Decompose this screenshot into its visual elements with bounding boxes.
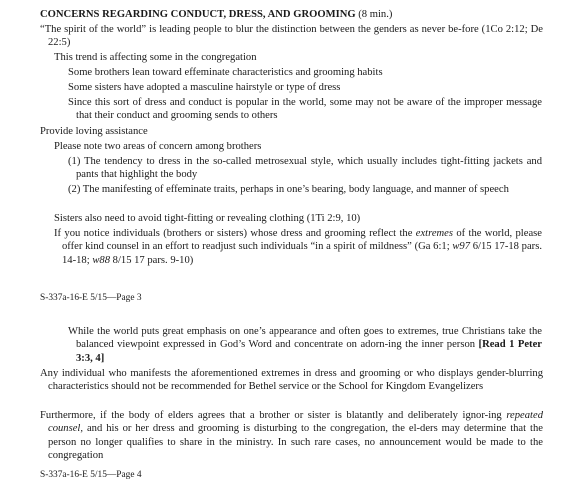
- trend-line: This trend is affecting some in the congregation: [54, 52, 257, 63]
- sisters-line: Some sisters have adopted a masculine hairstyle or type of dress: [68, 82, 341, 93]
- further-text-a: Furthermore, if the body of elders agrees that a brother or sister is blatantly and deliberately ignor-ing: [40, 410, 502, 421]
- page-footer-4: S-337a-16-E 5/15—Page 4: [40, 470, 142, 480]
- heading-duration: (8 min.): [358, 9, 393, 20]
- page-footer-3: S-337a-16-E 5/15—Page 3: [40, 293, 142, 303]
- concern-item-1: (1) The tendency to dress in the so-called metrosexual style, which usually includes tight-fitting jackets and pants that highlight the body: [68, 156, 542, 181]
- further-text-c: and his or her dress and grooming is disturbing to the congregation, the el-ders may determine that the person no longer qualifies to share in the ministry. In such rare cases, no announcement would be made to the congregation: [48, 423, 543, 462]
- any-individual-paragraph: Any individual who manifests the aforementioned extremes in dress and grooming or who displays gender-blurring characteristics should not be recommended for Bethel service or the School for Kingdom Evangelizers: [40, 368, 543, 393]
- two-areas-line: Please note two areas of concern among brothers: [54, 141, 262, 152]
- notice-text-e: 6/15 17-18 pars. 14-18;: [62, 241, 542, 266]
- further-emphasis: repeated counsel,: [48, 410, 543, 435]
- concern-item-2: (2) The manifesting of effeminate traits, perhaps in one’s bearing, body language, and manner of speech: [68, 184, 509, 195]
- read-reference: [Read 1 Peter 3:3, 4]: [76, 339, 542, 364]
- quote-paragraph: “The spirit of the world” is leading people to blur the distinction between the genders as never be-fore (1Co 2:12; De 22:5): [40, 24, 543, 49]
- popular-paragraph: Since this sort of dress and conduct is popular in the world, some may not be aware of the improper message that their conduct and grooming sends to others: [68, 97, 542, 122]
- furthermore-paragraph: [40, 409, 543, 463]
- brothers-line: Some brothers lean toward effeminate characteristics and grooming habits: [68, 67, 383, 78]
- provide-line: Provide loving assistance: [40, 126, 148, 137]
- notice-paragraph: [54, 227, 542, 267]
- heading-title: CONCERNS REGARDING CONDUCT, DRESS, AND GROOMING: [40, 9, 356, 20]
- while-paragraph: [68, 325, 542, 365]
- notice-emphasis-extremes: extremes: [415, 228, 454, 239]
- notice-ref-w88: w88: [92, 254, 110, 266]
- notice-ref-w97: w97: [452, 241, 471, 253]
- while-text: While the world puts great emphasis on one’s appearance and often goes to extremes, true Christians take the balanced viewpoint expressed in God’s Word and concentrate on adorn-ing the inner person: [68, 326, 542, 351]
- section-heading: [40, 8, 392, 21]
- notice-text-a: If you notice individuals (brothers or sisters) whose dress and grooming reflect the: [54, 228, 413, 239]
- sisters-avoid-line: Sisters also need to avoid tight-fitting or revealing clothing (1Ti 2:9, 10): [54, 213, 361, 224]
- notice-text-g: 8/15 17 pars. 9-10): [112, 254, 194, 266]
- notice-text-c: of the world, please offer kind counsel in an effort to readjust such individuals “in a spirit of mildness” (Ga 6:1;: [62, 228, 542, 253]
